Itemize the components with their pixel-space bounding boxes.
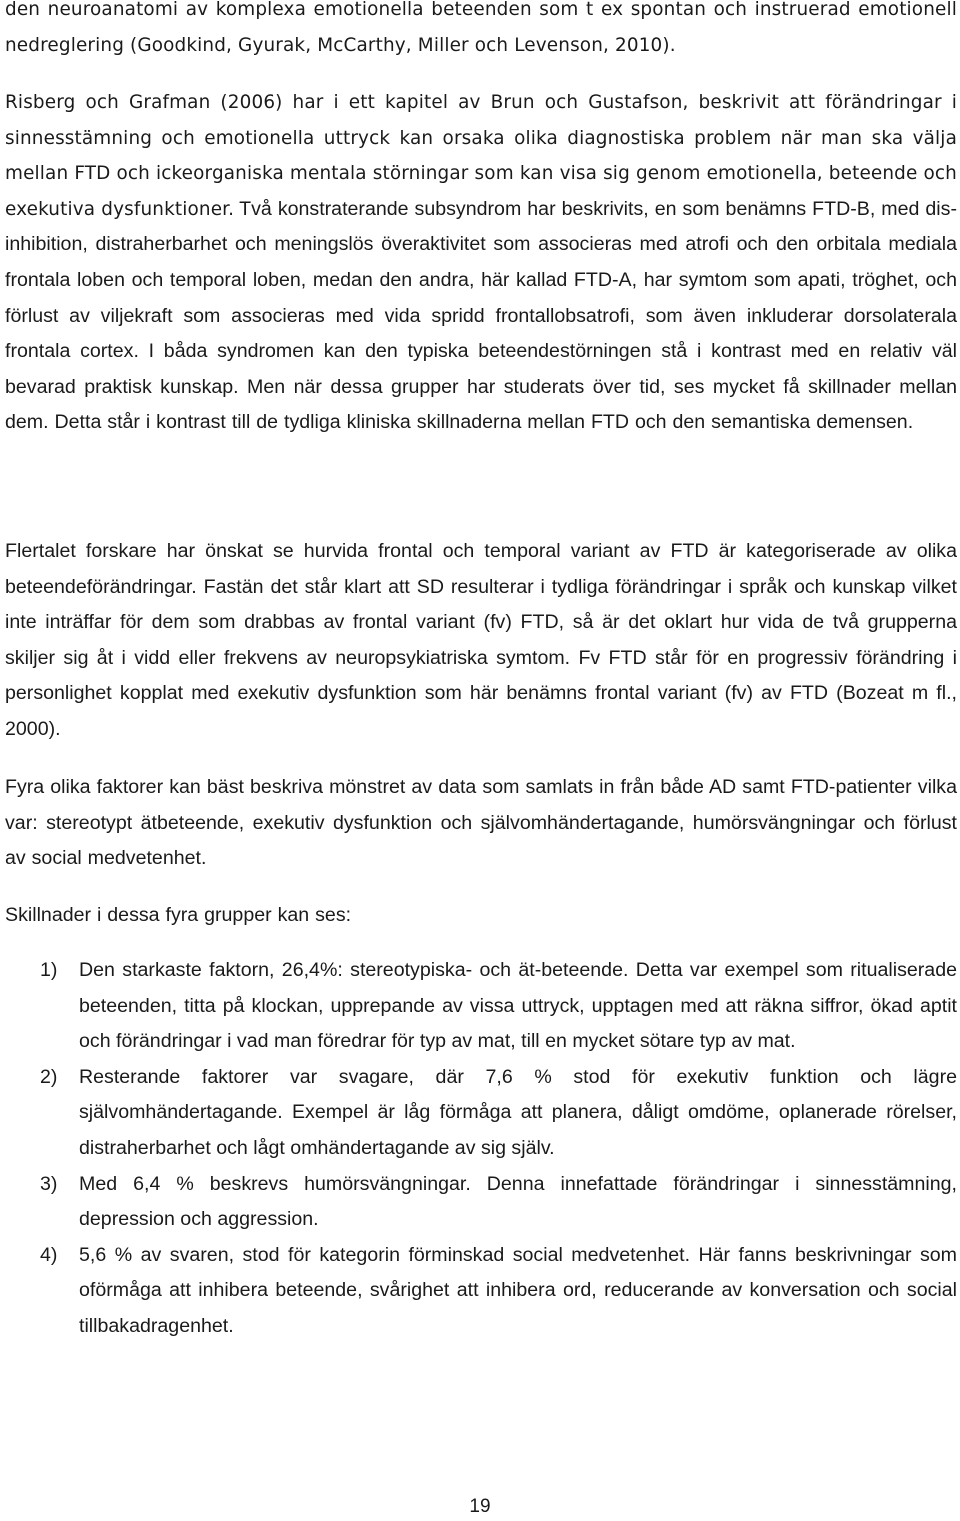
list-marker: 4)	[40, 1243, 58, 1266]
paragraph-skillnader-intro: Skillnader i dessa fyra grupper kan ses:	[5, 904, 352, 926]
intro-paragraph: den neuroanatomi av komplexa emotionella beteenden som t ex spontan och instruerad emotionell nedreglering (Goodkind, Gyurak, McCarthy, Miller och Levenson, 2010).	[5, 0, 957, 56]
list-marker: 1)	[40, 959, 58, 981]
list-item-text: Den starkaste faktorn, 26,4%: stereotypiska- och ät-beteende. Detta var exempel som ritualiserade beteenden, titta på klockan, upprepande av vissa uttryck, upptagen med att räkna siffror, ökad aptit och förändringar i vad man föredrar för typ av mat, till en mycket sötare typ av mat.	[79, 959, 957, 1053]
list-marker: 2)	[40, 1065, 58, 1088]
list-item	[5, 1167, 957, 1238]
factor-list	[5, 953, 957, 1345]
list-item-text: Resterande faktorer var svagare, där 7,6 % stod för exekutiv funktion och lägre självomhändertagande. Exempel är låg förmåga att planera, dåligt omdöme, oplanerade rörelser, distraherbarhet och lågt omhändertagande av sig själv.	[79, 1065, 957, 1159]
list-item-text: 5,6 % av svaren, stod för kategorin förminskad social medvetenhet. Här fanns beskrivningar som oförmåga att inhibera beteende, svårighet att inhibera ord, reducerande av konversation och social tillbakadragenhet.	[79, 1243, 957, 1337]
list-item	[5, 953, 957, 1060]
paragraph-risberg-grafman-part-a: Risberg och Grafman (2006) har i ett kapitel av Brun och Gustafson, beskrivit att förändringar i sinnesstämning och emotionella uttryck kan orsaka olika diagnostiska problem när man ska välja mellan FTD och ickeorganiska mentala störningar som kan visa sig genom emotionella, beteende och exekutiva dysfunktioner.	[5, 92, 957, 220]
paragraph-risberg-grafman-part-b: Två konstraterande subsyndrom har beskrivits, en som benämns FTD-B, med dis-inhibition, distraherbarhet och meningslös överaktivitet som associeras med atrofi och den orbitala mediala frontala loben och temporal loben, medan den andra, här kallad FTD-A, har symtom som apati, tröghet, och förlust av viljekraft som associeras med vida spridd frontallobsatrofi, som även inkluderar dorsolaterala frontala cortex. I båda syndromen kan den typiska beteendestörningen stå i kontrast med en relativ väl bevarad praktisk kunskap. Men när dessa grupper har studerats över tid, ses mycket få skillnader mellan dem. Detta står i kontrast till de tydliga kliniska skillnaderna mellan FTD och den semantiska demensen.	[5, 197, 957, 434]
list-item	[5, 1060, 957, 1167]
paragraph-fyra-faktorer: Fyra olika faktorer kan bäst beskriva mönstret av data som samlats in från både AD samt FTD-patienter vilka var: stereotypt ätbeteende, exekutiv dysfunktion och självomhändertagande, humörsvängningar och förlust av social medvetenhet.	[5, 776, 957, 870]
list-item-text: Med 6,4 % beskrevs humörsvängningar. Denna innefattade förändringar i sinnesstämning, depression och aggression.	[79, 1172, 957, 1231]
paragraph-risberg-grafman	[5, 85, 957, 441]
page-number: 19	[469, 1496, 491, 1517]
paragraph-flertalet-forskare: Flertalet forskare har önskat se hurvida frontal och temporal variant av FTD är kategoriserade av olika beteendeförändringar. Fastän det står klart att SD resulterar i tydliga förändringar i språk och kunskap vilket inte inträffar för dem som drabbas av frontal variant (fv) FTD, så är det oklart hur vida de två grupperna skiljer sig åt i vidd eller frekvens av neuropsykiatriska symtom. Fv FTD står för en progressiv förändring i personlighet kopplat med exekutiv dysfunktion som här benämns frontal variant (fv) av FTD (Bozeat m fl., 2000).	[5, 540, 957, 740]
list-marker: 3)	[40, 1172, 58, 1195]
list-item	[5, 1238, 957, 1345]
